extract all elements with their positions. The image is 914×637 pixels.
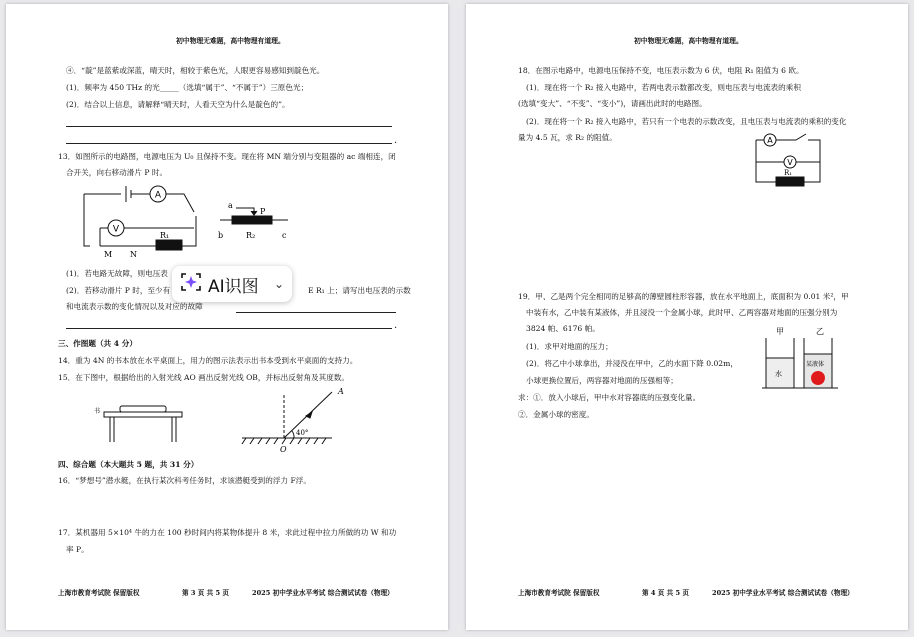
question-18: 18．在图示电路中，电源电压保持不变，电压表示数为 6 伏，电阻 R₁ 阻值为 6 欧。 (518, 66, 804, 75)
text-line: (1)．求甲对地面的压力； (526, 342, 613, 351)
question-19: 19．甲、乙是两个完全相同的足够高的薄壁圆柱形容器，放在水平地面上，底面积为 0.01 米²，甲 (518, 292, 849, 301)
rheostat-diagram (218, 198, 308, 248)
svg-text:N: N (130, 250, 137, 259)
text-line: (1)．现在将一个 R₂ 接入电路中，若两电表示数都改变，则电压表与电流表的乘积 (526, 83, 801, 92)
footer-right: 2025 初中学业水平考试 综合测试试卷（物理） (712, 589, 854, 597)
text-line: E R₁ 上；请写出电压表的示数 (308, 286, 411, 295)
text-line: 率 P。 (66, 545, 89, 554)
svg-text:A: A (154, 190, 162, 201)
text-line: (2)．将乙中小球拿出，并浸没在甲中，乙的水面下降 0.02m， (526, 359, 738, 368)
svg-text:b: b (218, 231, 224, 240)
answer-line (66, 328, 392, 329)
text-line: 合开关，向右移动滑片 P 时。 (66, 168, 168, 177)
text-line: (1)．频率为 450 THz 的光_____（选填“属于”、“不属于”）三原色光； (66, 83, 309, 92)
circuit-diagram-18 (754, 128, 826, 186)
svg-text:水: 水 (775, 370, 782, 378)
document-page-3: 初中物理无难题，高中物理有道理。 ④．“靛”是蓝紫或深蓝，晴天时，相较于紫色光，人眼更容易感知到靛色光。 (1)．频率为 450 THz 的光_____（选填“属于”、“不属于”）三原色光； (2)．结合以上信息，请解释“晴天时，人看天空为什么是靛色的”。 . 13．如图所示的电路图，电源电压为 U₀ 且保持不变。现在将 MN 端分别与变阻器的 ac 端相连，闭 合开关，向右移动滑片 P 时。 A V R₁ M N a P b R₂ c (1)．若电路无故障，则电压表 (2)．若移动滑片 P 时，至少有 E R₁ 上；请写出电压表的示数 和电流表示数的变化情况以及对应的故障 . 三、作图题（共 4 分） 14．重为 4N 的书本放在水平桌面上，用力的图示法表示出书本受到水平桌面的支持力。 15．在下图中，根据给出的入射光线 AO 画出反射光线 OB，并标出反射角及其度数。 书 A O 40° 四、综合题（本大题共 5 题，共 31 分） 16．“梦想号”潜水艇，在执行某次科考任务时，求该潜艇受到的浮力 F浮。 17．某机器用 5×10⁴ 牛的力在 100 秒时间内将某物体提升 8 米，求此过程中拉力所做的功 W 和功 率 P。 上海市教育考试院 保留版权 第 3 页 共 5 页 2025 初中学业水平考试 综合测试试卷（物理） (6, 4, 448, 630)
footer-right: 2025 初中学业水平考试 综合测试试卷（物理） (252, 589, 394, 597)
reflection-figure (236, 388, 346, 460)
text-line: 和电流表示数的变化情况以及对应的故障 (66, 302, 203, 311)
text-line: 量为 4.5 瓦，求 R₂ 的阻值。 (518, 133, 617, 142)
svg-text:书: 书 (94, 408, 101, 415)
text-line: 小球更换位置后，两容器对地面的压强相等； (526, 376, 678, 385)
containers-figure (758, 326, 842, 390)
section-title: 三、作图题（共 4 分） (58, 339, 137, 348)
svg-text:甲: 甲 (776, 327, 784, 336)
ai-recognize-button[interactable] (172, 266, 292, 302)
sparkle-scan-icon (180, 271, 202, 297)
question-17: 17．某机器用 5×10⁴ 牛的力在 100 秒时间内将某物体提升 8 米，求此过程中拉力所做的功 W 和功 (58, 528, 397, 537)
page-number: 第 4 页 共 5 页 (642, 589, 690, 597)
text-line: ②．金属小球的密度。 (518, 410, 594, 419)
question-13: 13．如图所示的电路图，电源电压为 U₀ 且保持不变。现在将 MN 端分别与变阻器的 ac 端相连，闭 (58, 152, 396, 161)
footer-left: 上海市教育考试院 保留版权 (58, 589, 140, 597)
svg-text:a: a (228, 201, 233, 210)
text-line: 中装有水，乙中装有某液体，并且浸没一个金属小球，此时甲、乙两容器对地面的压强分别为 (526, 308, 838, 317)
page-number: 第 3 页 共 5 页 (182, 589, 230, 597)
text-line: (2)．若移动滑片 P 时，至少有 (66, 286, 171, 295)
svg-text:A: A (767, 136, 773, 145)
text-line: (选填“变大”、“不变”、“变小”)，请画出此时的电路图。 (518, 99, 707, 108)
text-line: (2)．现在将一个 R₂ 接入电路中，若只有一个电表的示数改变，且电压表与电流表的乘积的变化 (526, 117, 847, 126)
svg-text:A: A (338, 387, 344, 396)
svg-text:O: O (280, 445, 287, 454)
svg-text:R₂: R₂ (246, 231, 256, 240)
question-16: 16．“梦想号”潜水艇，在执行某次科考任务时，求该潜艇受到的浮力 F浮。 (58, 476, 311, 485)
footer-left: 上海市教育考试院 保留版权 (518, 589, 600, 597)
text-line: (2)．结合以上信息，请解释“晴天时，人看天空为什么是靛色的”。 (66, 100, 290, 109)
svg-text:P: P (260, 207, 266, 216)
svg-text:40°: 40° (296, 429, 309, 437)
svg-text:V: V (112, 224, 120, 235)
text-line: (1)．若电路无故障，则电压表 (66, 269, 168, 278)
text-line: 求：①．放入小球后，甲中水对容器底的压强变化量。 (518, 393, 701, 402)
chevron-down-icon[interactable]: ⌄ (273, 277, 284, 291)
answer-line (66, 126, 392, 127)
svg-text:V: V (787, 158, 793, 167)
page-header: 初中物理无难题，高中物理有道理。 (176, 37, 285, 45)
svg-text:c: c (282, 231, 287, 240)
circuit-diagram-13 (76, 182, 206, 262)
table-book-figure (90, 400, 190, 446)
svg-text:某液体: 某液体 (806, 361, 825, 368)
svg-text:M: M (104, 250, 113, 259)
text-line: 3824 帕、6176 帕。 (526, 324, 600, 333)
question-14: 14．重为 4N 的书本放在水平桌面上，用力的图示法表示出书本受到水平桌面的支持力。 (58, 356, 358, 365)
page-header: 初中物理无难题，高中物理有道理。 (634, 37, 743, 45)
answer-line (66, 143, 392, 144)
question-15: 15．在下图中，根据给出的入射光线 AO 画出反射光线 OB，并标出反射角及其度数。 (58, 373, 350, 382)
svg-text:乙: 乙 (816, 327, 824, 336)
ai-recognize-label: AI识图 (208, 276, 259, 297)
section-title: 四、综合题（本大题共 5 题，共 31 分） (58, 460, 199, 469)
svg-text:R₁: R₁ (784, 169, 793, 177)
answer-line (236, 312, 396, 313)
document-page-4 (466, 4, 908, 630)
text-line: ④．“靛”是蓝紫或深蓝，晴天时，相较于紫色光，人眼更容易感知到靛色光。 (66, 66, 325, 75)
svg-text:R₁: R₁ (160, 231, 170, 240)
